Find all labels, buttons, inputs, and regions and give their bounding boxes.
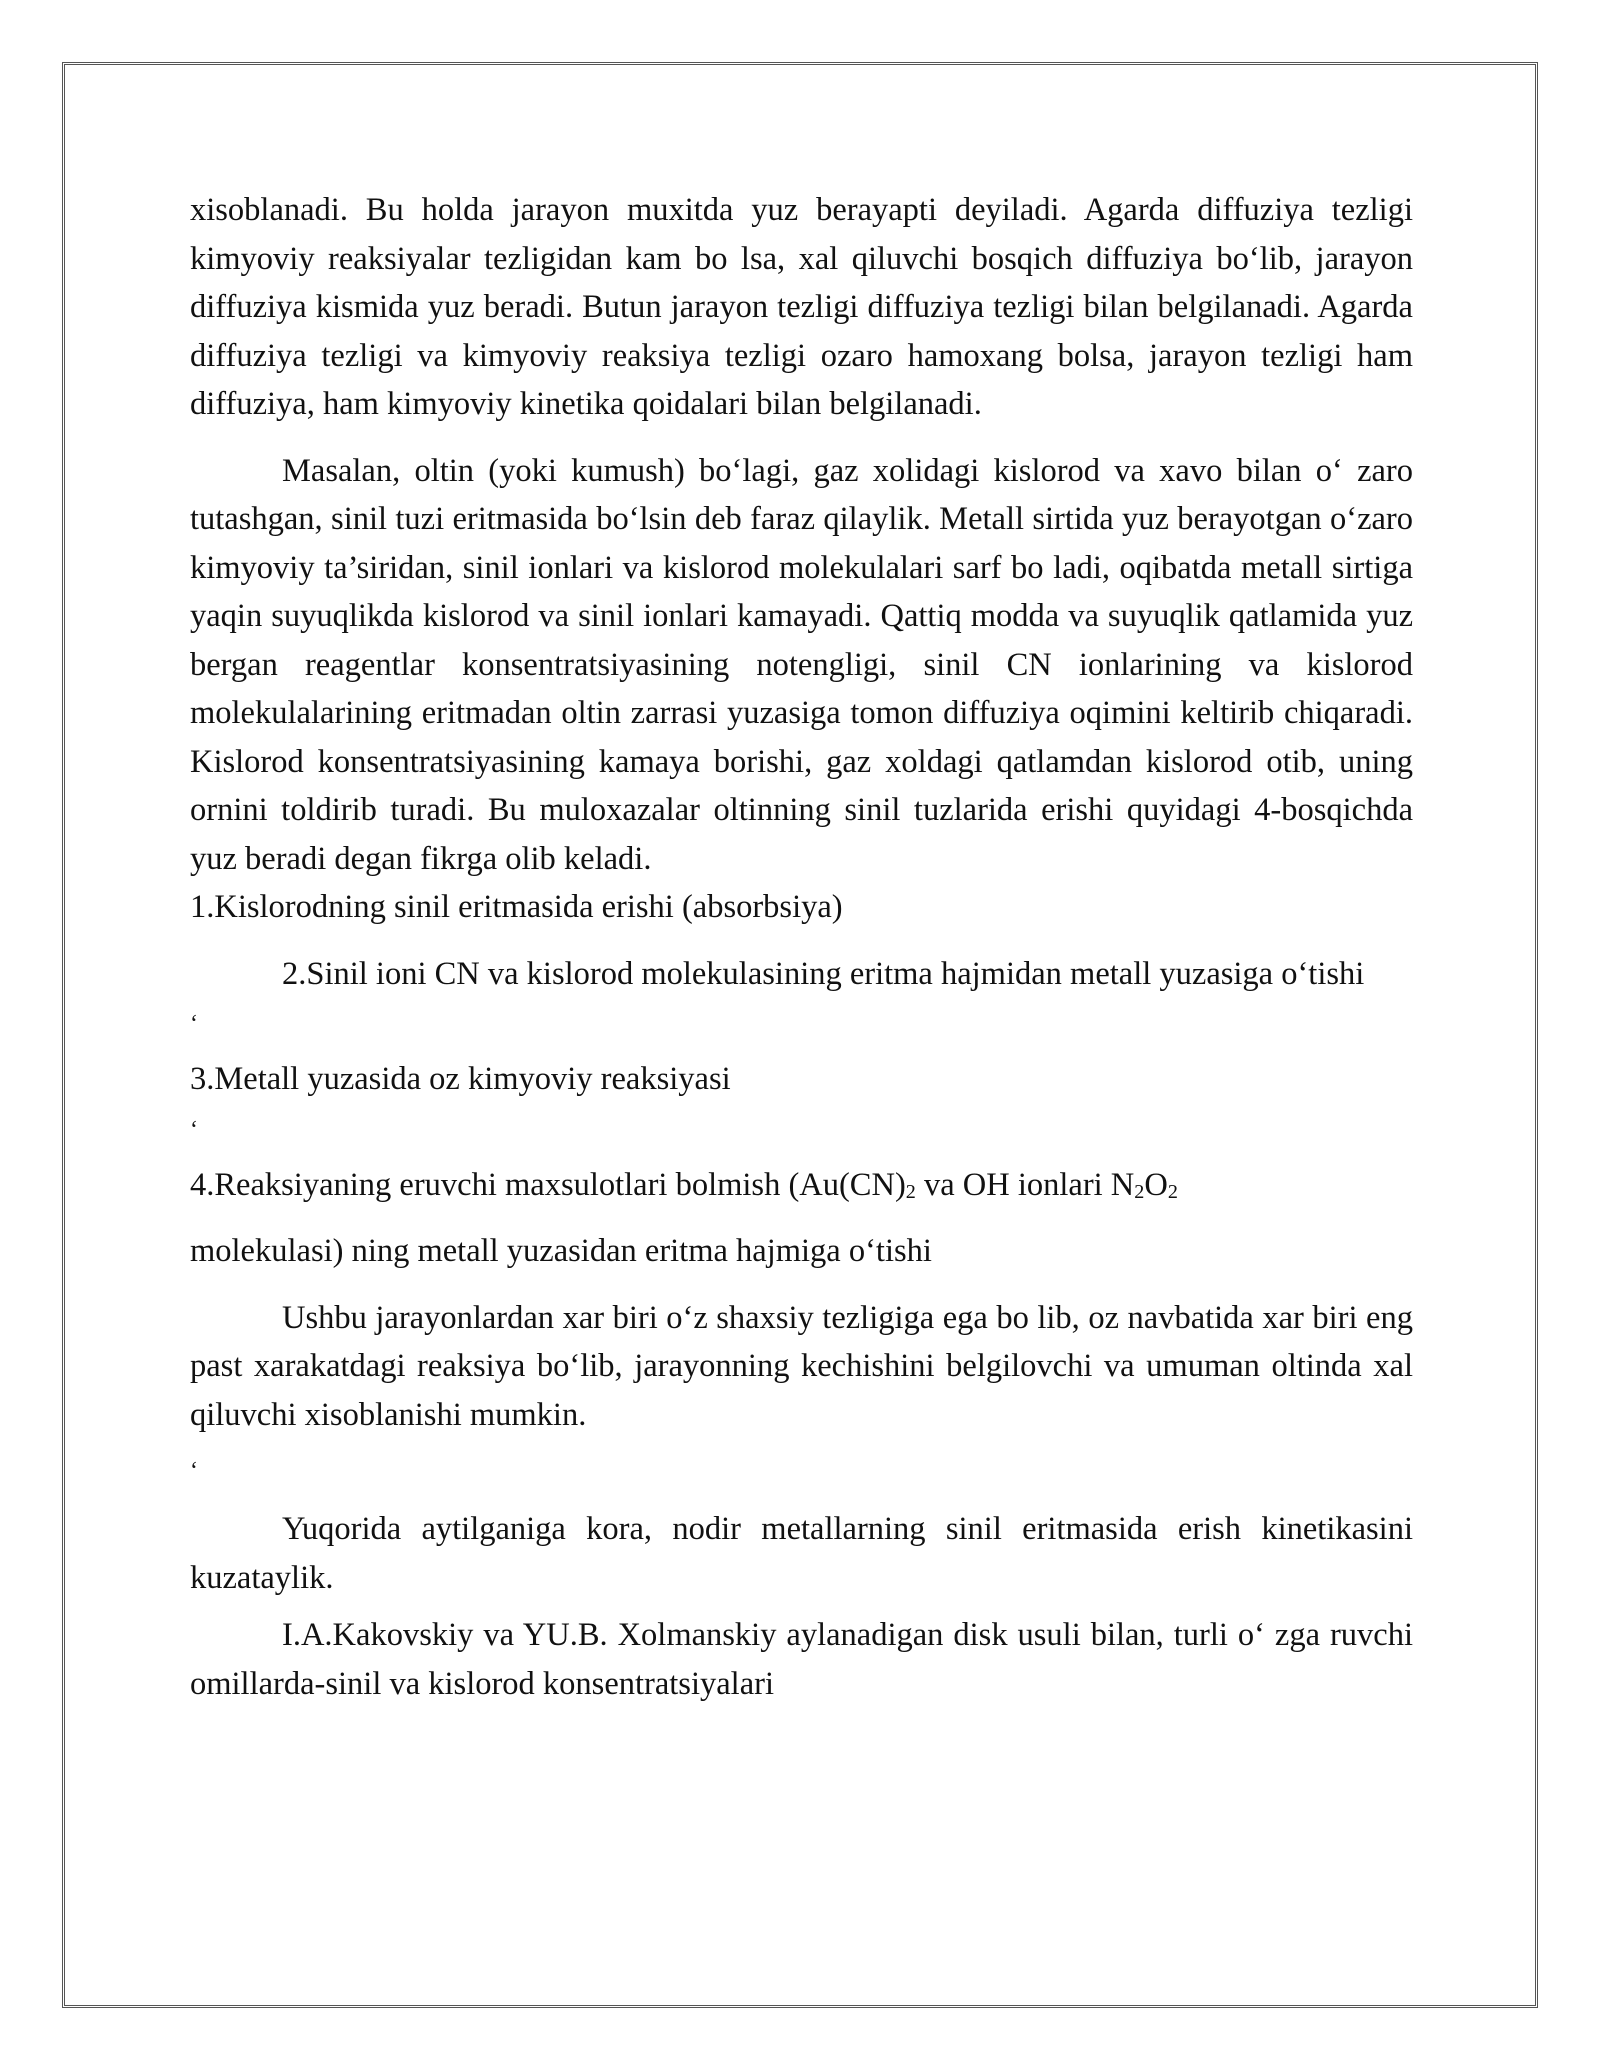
document-body [190,186,1413,1708]
paragraph-kinetics-observe: Yuqorida aytilganiga kora, nodir metallarning sinil eritmasida erish kinetikasini kuzataylik. [190,1511,1413,1596]
stray-mark: ‘ [190,1011,198,1037]
step-4-text-a: 4.Reaksiyaning eruvchi maxsulotlari bolmish (Au(CN) [190,1166,906,1203]
stray-mark-line [190,1439,1413,1487]
step-4 [190,1161,1413,1210]
paragraph-rotating-disk: I.A.Kakovskiy va YU.B. Xolmanskiy aylanadigan disk usuli bilan, turli o‘ zga ruvchi omillarda-sinil va kislorod konsentratsiyalari [190,1617,1413,1702]
step-3: 3.Metall yuzasida oz kimyoviy reaksiyasi [190,1061,731,1097]
subscript: 2 [1167,1180,1178,1203]
step-1: 1.Kislorodning sinil eritmasida erishi (absorbsiya) [190,889,843,925]
stray-mark-line [190,998,1413,1046]
paragraph-kinetics-intro: xisoblanadi. Bu holda jarayon muxitda yuz berayapti deyiladi. Agarda diffuziya tezligi kimyoviy reaksiyalar tezligidan kam bo lsa, xal qiluvchi bosqich diffuziya bo‘lib, jarayon diffuziya kismida yuz beradi. Butun jarayon tezligi diffuziya tezligi bilan belgilanadi. Agarda diffuziya tezligi va kimyoviy reaksiya tezligi ozaro hamoxang bolsa, jarayon tezligi ham diffuziya, ham kimyoviy kinetika qoidalari bilan belgilanadi. [190,192,1413,422]
step-4-continuation: molekulasi) ning metall yuzasidan eritma hajmiga o‘tishi [190,1233,932,1269]
stray-mark: ‘ [190,1458,198,1484]
subscript: 2 [905,1180,916,1203]
step-4-text-b: va OH ionlari N [915,1166,1135,1203]
step-4-text-c: O [1144,1166,1168,1203]
subscript: 2 [1134,1180,1145,1203]
paragraph-stage-rates: Ushbu jarayonlardan xar biri o‘z shaxsiy tezligiga ega bo lib, oz navbatida xar biri eng past xarakatdagi reaksiya bo‘lib, jarayonning kechishini belgilovchi va umuman oltinda xal qiluvchi xisoblanishi mumkin. [190,1299,1413,1433]
stray-mark-line [190,1104,1413,1152]
paragraph-gold-example: Masalan, oltin (yoki kumush) bo‘lagi, gaz xolidagi kislorod va xavo bilan o‘ zaro tutashgan, sinil tuzi eritmasida bo‘lsin deb faraz qilaylik. Metall sirtida yuz berayotgan o‘zaro kimyoviy ta’siridan, sinil ionlari va kislorod molekulalari sarf bo ladi, oqibatda metall sirtiga yaqin suyuqlikda kislorod va sinil ionlari kamayadi. Qattiq modda va suyuqlik qatlamida yuz bergan reagentlar konsentratsiyasining notengligi, sinil CN ionlarining va kislorod molekulalarining eritmadan oltin zarrasi yuzasiga tomon diffuziya oqimini keltirib chiqaradi. Kislorod konsentratsiyasining kamaya borishi, gaz xoldagi qatlamdan kislorod otib, uning ornini toldirib turadi. Bu muloxazalar oltinning sinil tuzlarida erishi quyidagi 4-bosqichda yuz beradi degan fikrga olib keladi. [190,452,1413,877]
stray-mark: ‘ [190,1116,198,1143]
step-2: 2.Sinil ioni CN va kislorod molekulasining eritma hajmidan metall yuzasiga o‘tishi [282,955,1365,992]
